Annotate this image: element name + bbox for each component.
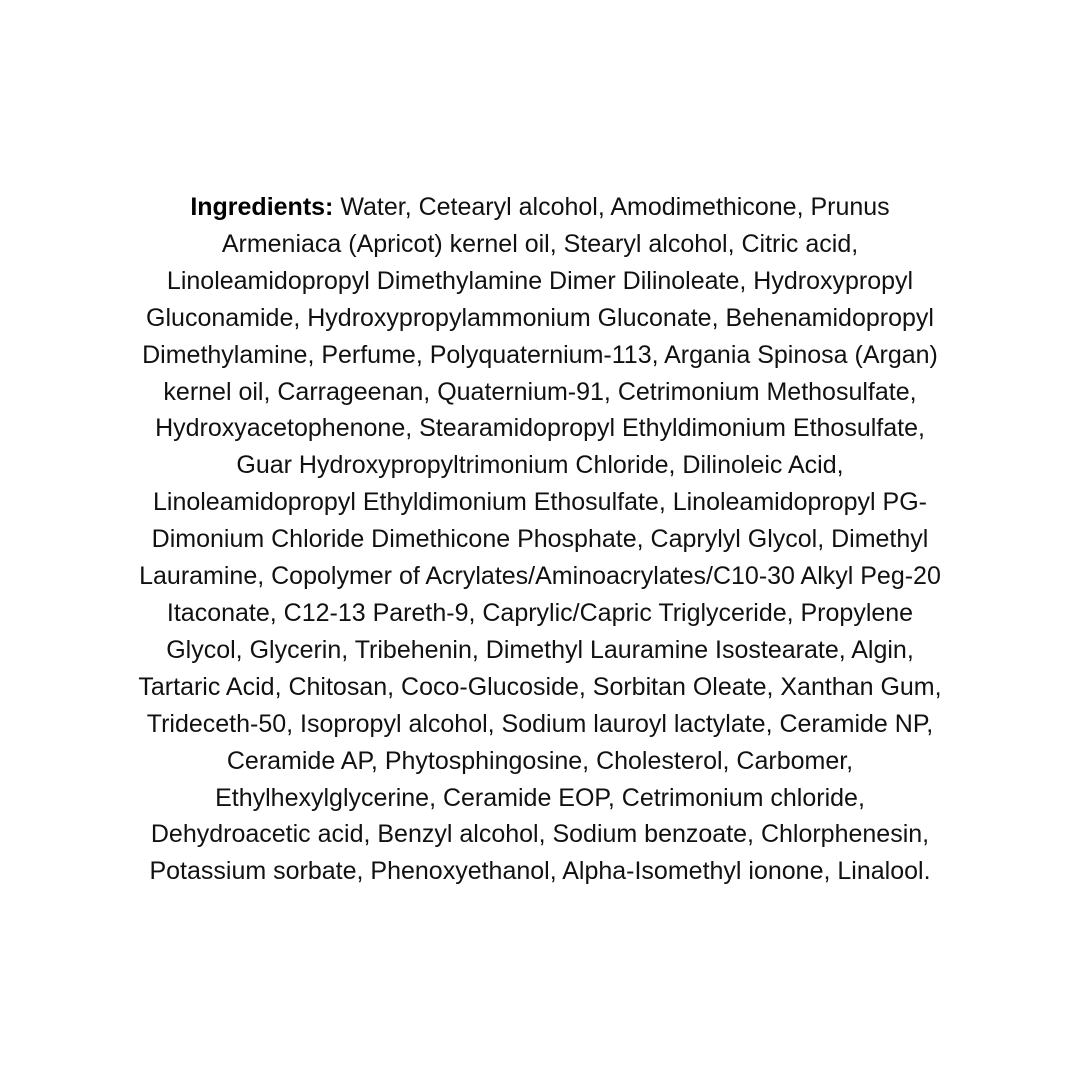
ingredients-line-4: Gluconamide, Hydroxypropylammonium Gluconate, Behenamidopropyl: [146, 303, 934, 332]
ingredients-line-14: Tartaric Acid, Chitosan, Coco-Glucoside, Sorbitan Oleate, Xanthan Gum,: [138, 672, 942, 701]
ingredients-line-1: [80, 189, 1000, 226]
ingredients-line-18: Dehydroacetic acid, Benzyl alcohol, Sodium benzoate, Chlorphenesin,: [150, 820, 930, 849]
ingredients-label: Ingredients:: [190, 193, 334, 221]
ingredients-line-10: Dimonium Chloride Dimethicone Phosphate, Caprylyl Glycol, Dimethyl: [151, 525, 929, 554]
ingredients-line-16: Ceramide AP, Phytosphingosine, Cholesterol, Carbomer,: [226, 746, 854, 775]
ingredients-line-11: Lauramine, Copolymer of Acrylates/Aminoacrylates/C10-30 Alkyl Peg-20: [139, 562, 941, 591]
ingredients-line-6: kernel oil, Carrageenan, Quaternium-91, Cetrimonium Methosulfate,: [163, 377, 917, 406]
ingredients-line-text: Water, Cetearyl alcohol, Amodimethicone, Prunus: [333, 193, 890, 221]
ingredients-line-15: Trideceth-50, Isopropyl alcohol, Sodium lauroyl lactylate, Ceramide NP,: [146, 709, 934, 738]
ingredients-line-3: Linoleamidopropyl Dimethylamine Dimer Dilinoleate, Hydroxypropyl: [166, 266, 914, 295]
ingredients-line-5: Dimethylamine, Perfume, Polyquaternium-113, Argania Spinosa (Argan): [142, 340, 938, 369]
ingredients-text: [80, 189, 1000, 890]
ingredients-line-17: Ethylhexylglycerine, Ceramide EOP, Cetrimonium chloride,: [215, 783, 865, 812]
ingredients-line-13: Glycol, Glycerin, Tribehenin, Dimethyl Lauramine Isostearate, Algin,: [166, 635, 914, 664]
ingredients-line-7: Hydroxyacetophenone, Stearamidopropyl Ethyldimonium Ethosulfate,: [155, 414, 925, 443]
ingredients-line-9: Linoleamidopropyl Ethyldimonium Ethosulfate, Linoleamidopropyl PG-: [152, 488, 928, 517]
ingredients-line-19: Potassium sorbate, Phenoxyethanol, Alpha-Isomethyl ionone, Linalool.: [149, 857, 931, 886]
ingredients-line-8: Guar Hydroxypropyltrimonium Chloride, Dilinoleic Acid,: [236, 451, 844, 480]
ingredients-line-12: Itaconate, C12-13 Pareth-9, Caprylic/Capric Triglyceride, Propylene: [166, 598, 914, 627]
ingredients-line-2: Armeniaca (Apricot) kernel oil, Stearyl alcohol, Citric acid,: [221, 229, 859, 258]
